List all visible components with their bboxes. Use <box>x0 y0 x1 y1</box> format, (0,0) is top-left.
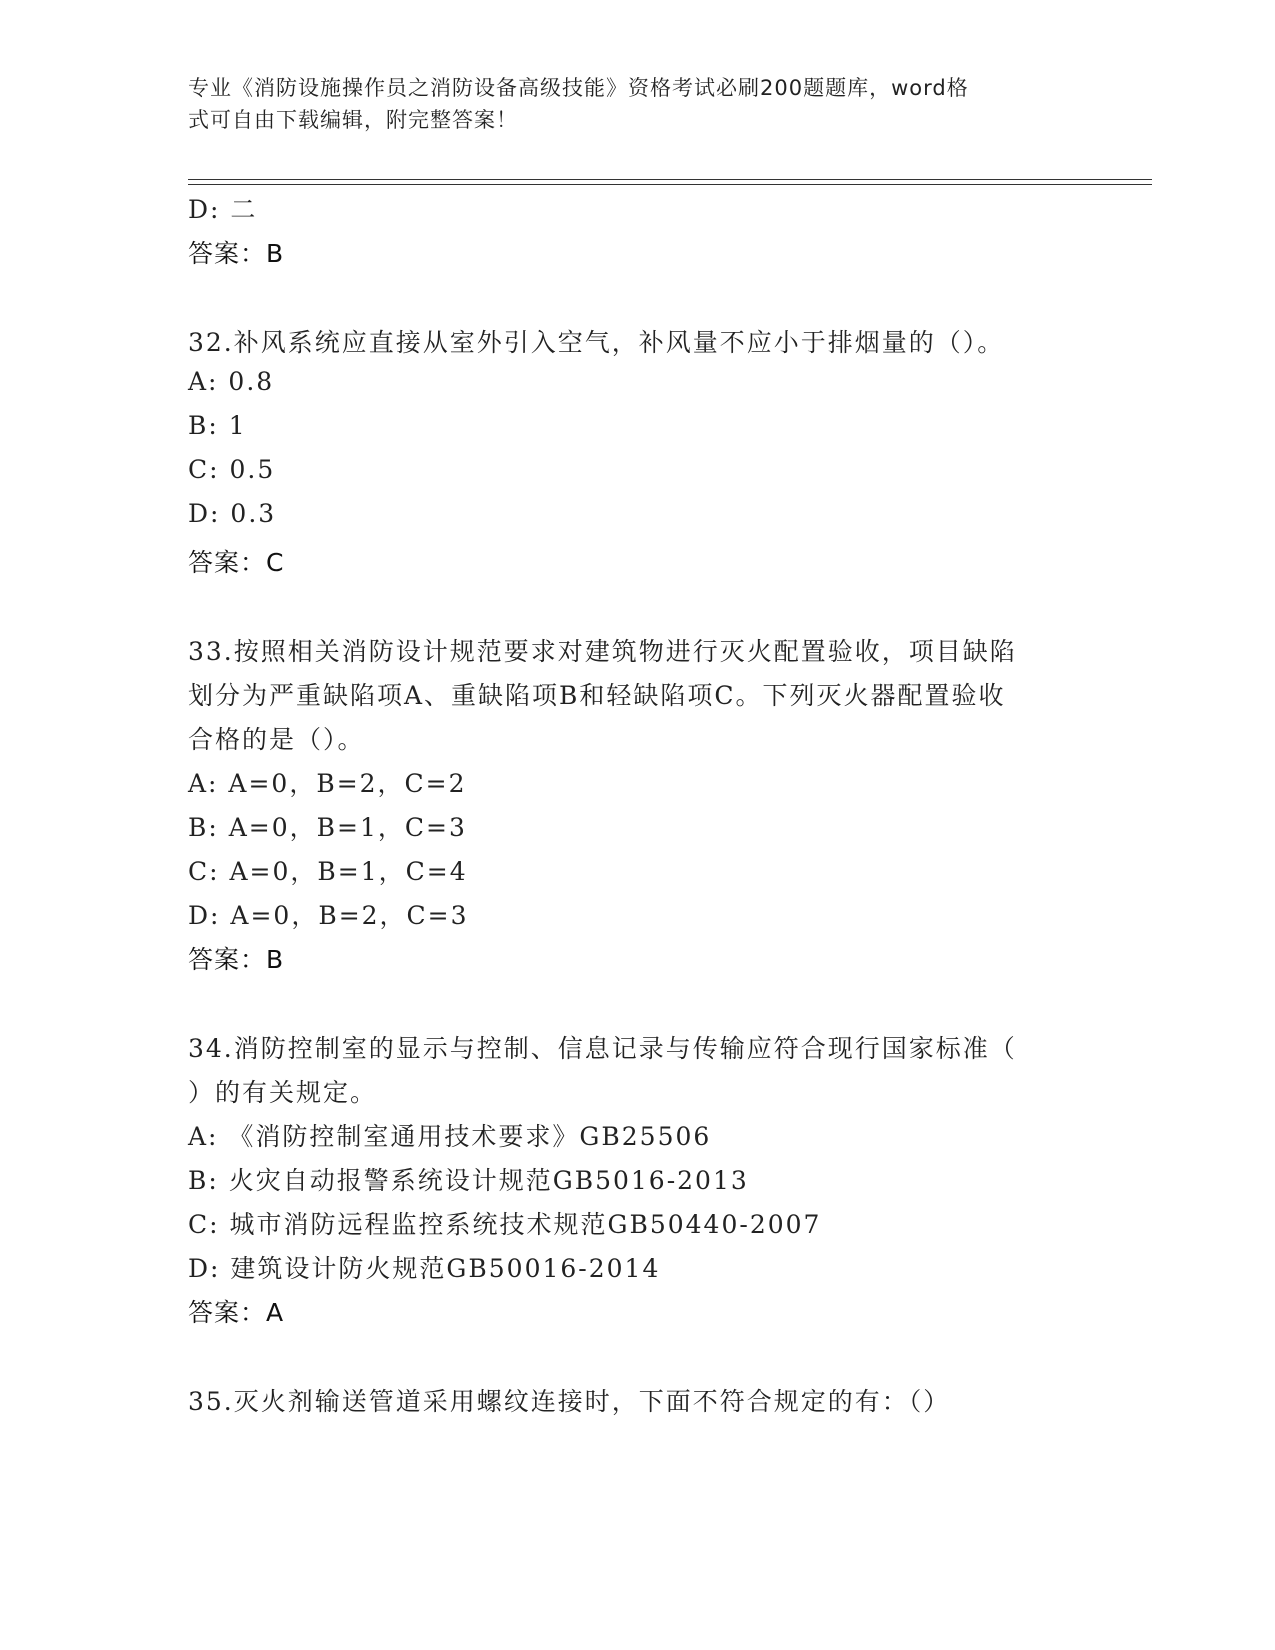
q32-option-b: B: 1 <box>188 411 247 440</box>
q33-option-b: B: A=0，B=1，C=3 <box>188 813 467 842</box>
q32-option-c: C: 0.5 <box>188 455 276 484</box>
prev-answer: 答案：B <box>188 239 285 268</box>
header-divider-bottom <box>188 184 1152 185</box>
q34-stem-line-2: ）的有关规定。 <box>188 1078 378 1107</box>
header-line-1: 专业《消防设施操作员之消防设备高级技能》资格考试必刷200题题库，word格 <box>188 76 969 100</box>
q33-option-d: D: A=0，B=2，C=3 <box>188 901 469 930</box>
q33-stem-line-1: 33.按照相关消防设计规范要求对建筑物进行灭火配置验收，项目缺陷 <box>188 637 1017 666</box>
q33-stem-line-3: 合格的是（）。 <box>188 725 365 754</box>
q34-option-a: A: 《消防控制室通用技术要求》GB25506 <box>188 1122 712 1151</box>
q32-stem: 32.补风系统应直接从室外引入空气，补风量不应小于排烟量的（）。 <box>188 328 1005 357</box>
header-line-2: 式可自由下载编辑，附完整答案！ <box>188 108 518 132</box>
q34-option-c: C: 城市消防远程监控系统技术规范GB50440-2007 <box>188 1210 822 1239</box>
q34-stem-line-1: 34.消防控制室的显示与控制、信息记录与传输应符合现行国家标准（ <box>188 1034 1017 1063</box>
header-divider-top <box>188 179 1152 180</box>
q35-stem: 35.灭火剂输送管道采用螺纹连接时，下面不符合规定的有：（） <box>188 1387 951 1416</box>
q34-option-d: D: 建筑设计防火规范GB50016-2014 <box>188 1254 661 1283</box>
q33-stem-line-2: 划分为严重缺陷项A、重缺陷项B和轻缺陷项C。下列灭火器配置验收 <box>188 681 1006 710</box>
q32-option-d: D: 0.3 <box>188 499 277 528</box>
q32-answer: 答案：C <box>188 548 285 577</box>
prev-option-d: D: 二 <box>188 195 258 224</box>
q32-option-a: A: 0.8 <box>188 367 275 396</box>
q34-answer: 答案：A <box>188 1298 285 1327</box>
page-header <box>188 72 1088 136</box>
q33-option-a: A: A=0，B=2，C=2 <box>188 769 467 798</box>
q34-option-b: B: 火灾自动报警系统设计规范GB5016-2013 <box>188 1166 749 1195</box>
q33-option-c: C: A=0，B=1，C=4 <box>188 857 468 886</box>
q33-answer: 答案：B <box>188 945 285 974</box>
